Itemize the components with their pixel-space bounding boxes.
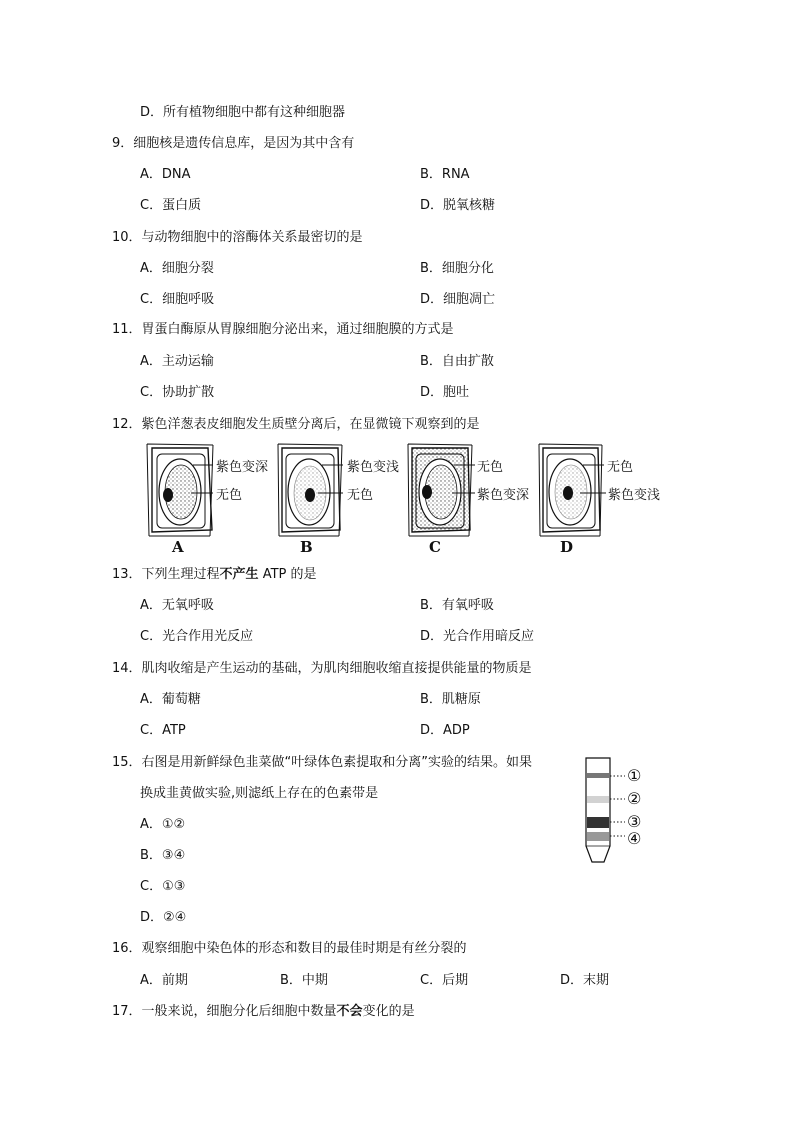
q15-option-a: A．①②	[140, 817, 186, 832]
q10-option-a: A．细胞分裂	[140, 261, 214, 276]
q16-stem: 16．观察细胞中染色体的形态和数目的最佳时期是有丝分裂的	[112, 941, 467, 956]
q15-option-b: B．③④	[140, 848, 186, 863]
q10-option-d: D．细胞凋亡	[420, 292, 496, 307]
q9-option-c: C．蛋白质	[140, 198, 202, 213]
figure-d-letter: D	[560, 538, 574, 556]
figure-c-top-label: 无色	[477, 460, 504, 475]
q11-option-a: A．主动运输	[140, 354, 214, 369]
q13-option-b: B．有氧呼吸	[420, 598, 494, 613]
q16-option-c: C．后期	[420, 973, 469, 988]
q14-option-a: A．葡萄糖	[140, 692, 201, 707]
q13-option-a: A．无氧呼吸	[140, 598, 214, 613]
q16-option-d: D．末期	[560, 973, 610, 988]
band-label-2: ②	[627, 789, 642, 808]
pigment-band-3	[587, 817, 609, 828]
pigment-band-2	[587, 796, 609, 803]
q15-stem-line2: 换成韭黄做实验,则滤纸上存在的色素带是	[140, 786, 379, 801]
q13-option-d: D．光合作用暗反应	[420, 629, 535, 644]
q14-option-c: C．ATP	[140, 723, 186, 738]
band-label-1: ①	[627, 766, 642, 785]
q9-option-d: D．脱氧核糖	[420, 198, 496, 213]
cell-figure-b	[278, 444, 343, 536]
q11-stem: 11．胃蛋白酶原从胃腺细胞分泌出来，通过细胞膜的方式是	[112, 322, 454, 337]
q10-stem: 10．与动物细胞中的溶酶体关系最密切的是	[112, 230, 363, 245]
pigment-band-1	[587, 773, 609, 778]
q10-option-c: C．细胞呼吸	[140, 292, 215, 307]
cell-figure-c	[408, 444, 475, 536]
q8-option-d: D．所有植物细胞中都有这种细胞器	[140, 105, 346, 120]
q14-stem: 14．肌肉收缩是产生运动的基础，为肌肉细胞收缩直接提供能量的物质是	[112, 661, 532, 676]
figure-b-top-label: 紫色变浅	[347, 460, 400, 475]
q9-stem: 9．细胞核是遗传信息库，是因为其中含有	[112, 136, 355, 151]
q9-option-a: A．DNA	[140, 167, 191, 182]
q17-stem: 17．一般来说，细胞分化后细胞中数量不会变化的是	[112, 1004, 415, 1019]
q10-option-b: B．细胞分化	[420, 261, 494, 276]
pigment-band-4	[587, 832, 609, 841]
figure-d-top-label: 无色	[607, 460, 634, 475]
q15-option-c: C．①③	[140, 879, 186, 894]
band-label-4: ④	[627, 829, 642, 848]
q14-option-d: D．ADP	[420, 723, 470, 738]
q14-option-b: B．肌糖原	[420, 692, 481, 707]
q9-option-b: B．RNA	[420, 167, 470, 182]
figure-c-bottom-label: 紫色变深	[477, 488, 530, 503]
figure-a-top-label: 紫色变深	[216, 460, 269, 475]
figure-a-letter: A	[172, 538, 184, 556]
q16-option-a: A．前期	[140, 973, 188, 988]
figure-d-bottom-label: 紫色变浅	[608, 488, 661, 503]
figure-b-bottom-label: 无色	[347, 488, 374, 503]
band-label-3: ③	[627, 812, 642, 831]
q11-option-b: B．自由扩散	[420, 354, 494, 369]
q15-option-d: D．②④	[140, 910, 187, 925]
figure-c-letter: C	[429, 538, 441, 556]
chromatography-strip	[585, 756, 665, 868]
q13-stem: 13．下列生理过程不产生 ATP 的是	[112, 567, 317, 582]
cell-figure-a	[147, 444, 213, 536]
q16-option-b: B．中期	[280, 973, 328, 988]
figure-b-letter: B	[300, 538, 313, 556]
q15-stem-line1: 15．右图是用新鲜绿色韭菜做“叶绿体色素提取和分离”实验的结果。如果	[112, 755, 533, 770]
figure-a-bottom-label: 无色	[216, 488, 243, 503]
q11-option-c: C．协助扩散	[140, 385, 215, 400]
q11-option-d: D．胞吐	[420, 385, 470, 400]
cell-figure-d	[539, 444, 606, 536]
q13-option-c: C．光合作用光反应	[140, 629, 254, 644]
q12-stem: 12．紫色洋葱表皮细胞发生质壁分离后，在显微镜下观察到的是	[112, 417, 480, 432]
